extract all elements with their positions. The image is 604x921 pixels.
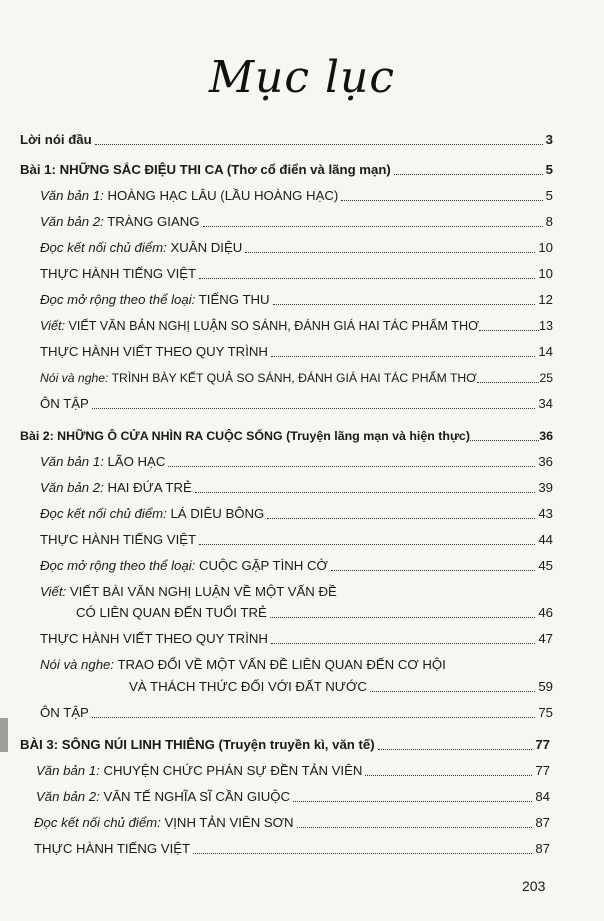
toc-entry[interactable] <box>40 506 553 522</box>
entry-text: HOÀNG HẠC LÂU (LẦU HOÀNG HẠC) <box>103 188 339 203</box>
entry-page: 14 <box>538 344 553 359</box>
toc-entry[interactable] <box>36 763 550 779</box>
toc-entry[interactable] <box>129 679 553 695</box>
toc-entry-foreword[interactable] <box>20 132 553 148</box>
entry-page: 34 <box>538 396 553 411</box>
entry-page: 59 <box>538 679 553 694</box>
leader-dots <box>293 801 532 802</box>
entry-text: ÔN TẬP <box>40 705 89 720</box>
toc-entry[interactable] <box>40 292 553 308</box>
toc-entry-lesson-1[interactable] <box>20 162 553 178</box>
entry-page: 10 <box>538 266 553 281</box>
entry-text: TRÀNG GIANG <box>103 214 200 229</box>
toc-entry[interactable] <box>40 532 553 548</box>
entry-page: 87 <box>535 841 550 856</box>
toc-entry[interactable] <box>40 214 553 230</box>
entry-text: THỰC HÀNH VIẾT THEO QUY TRÌNH <box>40 631 268 646</box>
entry-label: Văn bản 1: <box>36 763 100 778</box>
entry-page: 8 <box>545 214 553 229</box>
leader-dots <box>271 643 535 644</box>
entry-text: THỰC HÀNH TIẾNG VIỆT <box>40 266 197 281</box>
entry-continuation: CÓ LIÊN QUAN ĐẾN TUỔI TRẺ <box>76 605 267 620</box>
entry-text: XUÂN DIỆU <box>166 240 243 255</box>
toc-entry[interactable] <box>40 188 553 204</box>
leader-dots <box>193 853 532 854</box>
toc-entry[interactable] <box>40 480 553 496</box>
leader-dots <box>270 617 536 618</box>
toc-entry[interactable] <box>40 318 553 334</box>
entry-label: Văn bản 2: <box>36 789 100 804</box>
entry-text: TIẾNG THU <box>195 292 270 307</box>
toc-entry-first-line <box>40 657 446 673</box>
entry-page: 44 <box>538 532 553 547</box>
entry-text: BÀI 3: SÔNG NÚI LINH THIÊNG (Truyện truyền kì, văn tế) <box>20 737 375 752</box>
entry-page: 36 <box>538 454 553 469</box>
entry-label: Văn bản 1: <box>40 454 104 469</box>
toc-entry[interactable] <box>40 370 553 386</box>
entry-label: Nói và nghe: <box>40 657 115 672</box>
leader-dots <box>378 749 533 750</box>
toc-entry[interactable] <box>40 705 553 721</box>
leader-dots <box>199 278 535 279</box>
page-title: Mục lục <box>208 52 396 103</box>
entry-label: Văn bản 2: <box>40 480 104 495</box>
leader-dots <box>92 408 535 409</box>
entry-page: 77 <box>535 737 550 752</box>
entry-page: 39 <box>538 480 553 495</box>
entry-label: Đọc mở rộng theo thể loại: <box>40 292 196 307</box>
leader-dots <box>199 544 535 545</box>
leader-dots <box>341 200 542 201</box>
leader-dots <box>297 827 533 828</box>
entry-page: 10 <box>538 240 553 255</box>
entry-page: 36 <box>539 429 553 443</box>
toc-entry[interactable] <box>40 631 553 647</box>
entry-text: THỰC HÀNH TIẾNG VIỆT <box>34 841 191 856</box>
leader-dots <box>365 775 532 776</box>
entry-label: Đọc kết nối chủ điểm: <box>40 240 167 255</box>
entry-continuation: VÀ THÁCH THỨC ĐỐI VỚI ĐẤT NƯỚC <box>129 679 367 694</box>
entry-text: CUỘC GẶP TÌNH CỜ <box>195 558 328 573</box>
entry-label: Đọc kết nối chủ điểm: <box>34 815 161 830</box>
leader-dots <box>331 570 536 571</box>
entry-label: Văn bản 1: <box>40 188 104 203</box>
toc-entry[interactable] <box>34 841 550 857</box>
entry-page: 77 <box>535 763 550 778</box>
entry-page: 84 <box>535 789 550 804</box>
entry-text: Lời nói đầu <box>20 132 92 147</box>
entry-page: 25 <box>539 371 553 385</box>
entry-page: 13 <box>538 319 553 333</box>
toc-entry[interactable] <box>76 605 553 621</box>
entry-text: THỰC HÀNH TIẾNG VIỆT <box>40 532 197 547</box>
entry-text: TRAO ĐỔI VỀ MỘT VẤN ĐỀ LIÊN QUAN ĐẾN CƠ HỘI <box>114 657 446 672</box>
leader-dots <box>245 252 535 253</box>
leader-dots <box>394 174 543 175</box>
entry-text: Bài 1: NHỮNG SẮC ĐIỆU THI CA (Thơ cổ điển và lãng mạn) <box>20 162 391 177</box>
leader-dots <box>273 304 536 305</box>
entry-text: TRÌNH BÀY KẾT QUẢ SO SÁNH, ĐÁNH GIÁ HAI TÁC PHẨM THƠ <box>108 371 477 385</box>
entry-label: Đọc mở rộng theo thể loại: <box>40 558 196 573</box>
entry-text: VIẾT VĂN BẢN NGHỊ LUẬN SO SÁNH, ĐÁNH GIÁ HAI TÁC PHẨM THƠ <box>64 319 479 333</box>
toc-entry-lesson-3[interactable] <box>20 737 550 753</box>
entry-label: Văn bản 2: <box>40 214 104 229</box>
toc-entry[interactable] <box>40 454 553 470</box>
leader-dots <box>92 717 535 718</box>
leader-dots <box>168 466 535 467</box>
entry-page: 47 <box>538 631 553 646</box>
entry-page: 45 <box>538 558 553 573</box>
toc-entry[interactable] <box>40 266 553 282</box>
entry-text: VIẾT BÀI VĂN NGHỊ LUẬN VỀ MỘT VẤN ĐỀ <box>66 584 337 599</box>
entry-text: Bài 2: NHỮNG Ô CỬA NHÌN RA CUỘC SỐNG (Truyện lãng mạn và hiện thực) <box>20 429 470 443</box>
leader-dots <box>479 330 539 331</box>
entry-text: VĂN TẾ NGHĨA SĨ CẦN GIUỘC <box>99 789 291 804</box>
leader-dots <box>95 144 543 145</box>
entry-text: LÃO HẠC <box>103 454 166 469</box>
entry-text: LÁ DIÊU BÔNG <box>166 506 265 521</box>
entry-label: Viết: <box>40 319 65 333</box>
entry-page: 12 <box>538 292 553 307</box>
toc-entry[interactable] <box>34 815 550 831</box>
leader-dots <box>271 356 535 357</box>
toc-entry[interactable] <box>40 240 553 256</box>
entry-page: 43 <box>538 506 553 521</box>
entry-text: THỰC HÀNH VIẾT THEO QUY TRÌNH <box>40 344 268 359</box>
leader-dots <box>470 440 539 441</box>
toc-entry-first-line <box>40 584 337 600</box>
toc-entry[interactable] <box>40 344 553 360</box>
toc-entry[interactable] <box>40 396 553 412</box>
leader-dots <box>267 518 535 519</box>
entry-label: Đọc kết nối chủ điểm: <box>40 506 167 521</box>
leader-dots <box>370 691 535 692</box>
entry-page: 87 <box>535 815 550 830</box>
entry-page: 5 <box>545 188 553 203</box>
entry-page: 5 <box>545 162 553 177</box>
entry-text: ÔN TẬP <box>40 396 89 411</box>
toc-entry[interactable] <box>36 789 550 805</box>
leader-dots <box>477 382 540 383</box>
entry-page: 3 <box>545 132 553 147</box>
leader-dots <box>203 226 543 227</box>
entry-label: Viết: <box>40 584 67 599</box>
entry-page: 46 <box>538 605 553 620</box>
entry-text: CHUYỆN CHỨC PHÁN SỰ ĐỀN TẢN VIÊN <box>99 763 363 778</box>
entry-text: HAI ĐỨA TRẺ <box>103 480 192 495</box>
leader-dots <box>195 492 536 493</box>
scan-edge-mark <box>0 718 8 752</box>
entry-label: Nói và nghe: <box>40 371 109 385</box>
toc-entry[interactable] <box>40 558 553 574</box>
toc-entry-lesson-2[interactable] <box>20 428 553 444</box>
entry-page: 75 <box>538 705 553 720</box>
entry-text: VỊNH TẢN VIÊN SƠN <box>160 815 294 830</box>
page-number: 203 <box>522 878 546 894</box>
